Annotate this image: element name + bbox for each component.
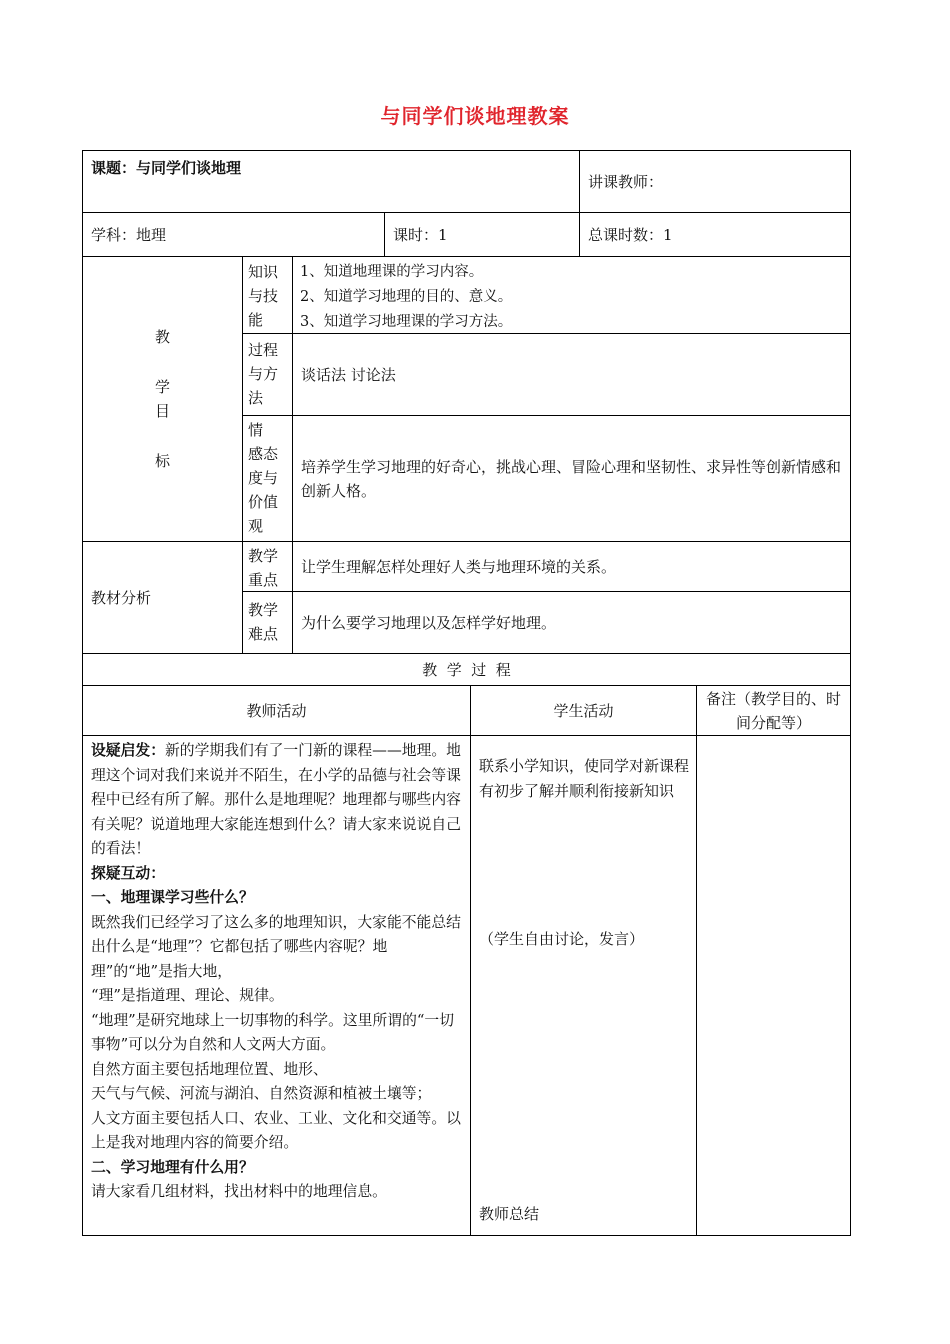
student-activity-header: 学生活动 — [553, 701, 614, 720]
student-activity-2: （学生自由讨论，发言） — [479, 930, 645, 948]
student-activity-3: 教师总结 — [479, 1205, 540, 1223]
teacher-activity-header: 教师活动 — [246, 701, 307, 720]
table-border-bottom — [82, 1235, 851, 1236]
col-divider — [242, 256, 243, 653]
emotion-content: 培养学生学习地理的好奇心，挑战心理、冒险心理和坚韧性、求异性等创新情感和创新人格。 — [301, 457, 842, 500]
emotion-label: 情 感态 度与 价值 观 — [248, 421, 279, 535]
teacher-block: “理”是指道理、理论、规律。 — [91, 987, 284, 1004]
process-content: 谈话法 讨论法 — [301, 365, 396, 384]
difficult-point-label: 教学 难点 — [248, 601, 279, 643]
objectives-group-label: 教 学 目 标 — [155, 328, 171, 470]
teacher-activity-content — [91, 739, 464, 1205]
teacher-block: 自然方面主要包括地理位置、地形、 — [91, 1060, 328, 1078]
subject-label: 学科：地理 — [91, 225, 167, 244]
knowledge-item: 1、知道地理课的学习内容。 — [300, 264, 484, 280]
knowledge-items — [300, 260, 845, 335]
teacher-block: 探疑互动： — [91, 864, 165, 882]
key-point-content: 让学生理解怎样处理好人类与地理环境的关系。 — [301, 557, 617, 576]
process-label: 过程 与方 法 — [248, 341, 279, 407]
doc-title: 与同学们谈地理教案 — [380, 104, 570, 128]
teacher-block: 天气与气候、河流与湖泊、自然资源和植被土壤等； — [91, 1085, 432, 1102]
difficult-point-content: 为什么要学习地理以及怎样学好地理。 — [301, 613, 557, 632]
teacher-label: 讲课教师： — [588, 172, 664, 191]
table-border-right — [850, 150, 851, 1236]
note-header: 备注（教学目的、时间分配等） — [705, 689, 841, 732]
teacher-block: 既然我们已经学习了这么多的地理知识，大家能不能总结出什么是“地理”？它都包括了哪些内容呢？地理”的“地”是指大地， — [91, 913, 461, 980]
knowledge-item: 2、知道学习地理的目的、意义。 — [300, 289, 513, 305]
teacher-block: 请大家看几组材料，找出材料中的地理信息。 — [91, 1183, 387, 1200]
teacher-block: 设疑启发：新的学期我们有了一门新的课程——地理。地理这个词对我们来说并不陌生，在小学的品德与社会等课程中已经有所了解。那什么是地理呢？地理都与哪些内容有关呢？说道地理大家能连想到什么？请大家来说说自己的看法！ — [91, 742, 461, 857]
teacher-block: 一、地理课学习些什么？ — [91, 889, 254, 906]
row-divider — [82, 735, 851, 736]
col-divider — [470, 685, 471, 1236]
lesson-plan-table — [82, 150, 851, 1236]
knowledge-label: 知识 与技 能 — [248, 263, 279, 329]
key-point-label: 教学 重点 — [248, 547, 279, 589]
hours-label: 课时：1 — [393, 225, 448, 244]
process-section-title: 教 学 过 程 — [422, 660, 511, 679]
total-hours-label: 总课时数：1 — [588, 225, 673, 244]
student-activity-1: 联系小学知识，使同学对新课程有初步了解并顺利衔接新知识 — [479, 757, 690, 800]
knowledge-item: 3、知道学习地理课的学习方法。 — [300, 314, 513, 330]
analysis-label: 教材分析 — [91, 588, 152, 607]
teacher-block: “地理”是研究地球上一切事物的科学。这里所谓的“一切事物”可以分为自然和人文两大方面。 — [91, 1011, 455, 1053]
teacher-block: 人文方面主要包括人口、农业、工业、文化和交通等。以上是我对地理内容的简要介绍。 — [91, 1109, 461, 1151]
teacher-block: 二、学习地理有什么用？ — [91, 1158, 254, 1176]
course-title-label: 课题：与同学们谈地理 — [91, 159, 242, 177]
col-divider — [696, 685, 697, 1236]
